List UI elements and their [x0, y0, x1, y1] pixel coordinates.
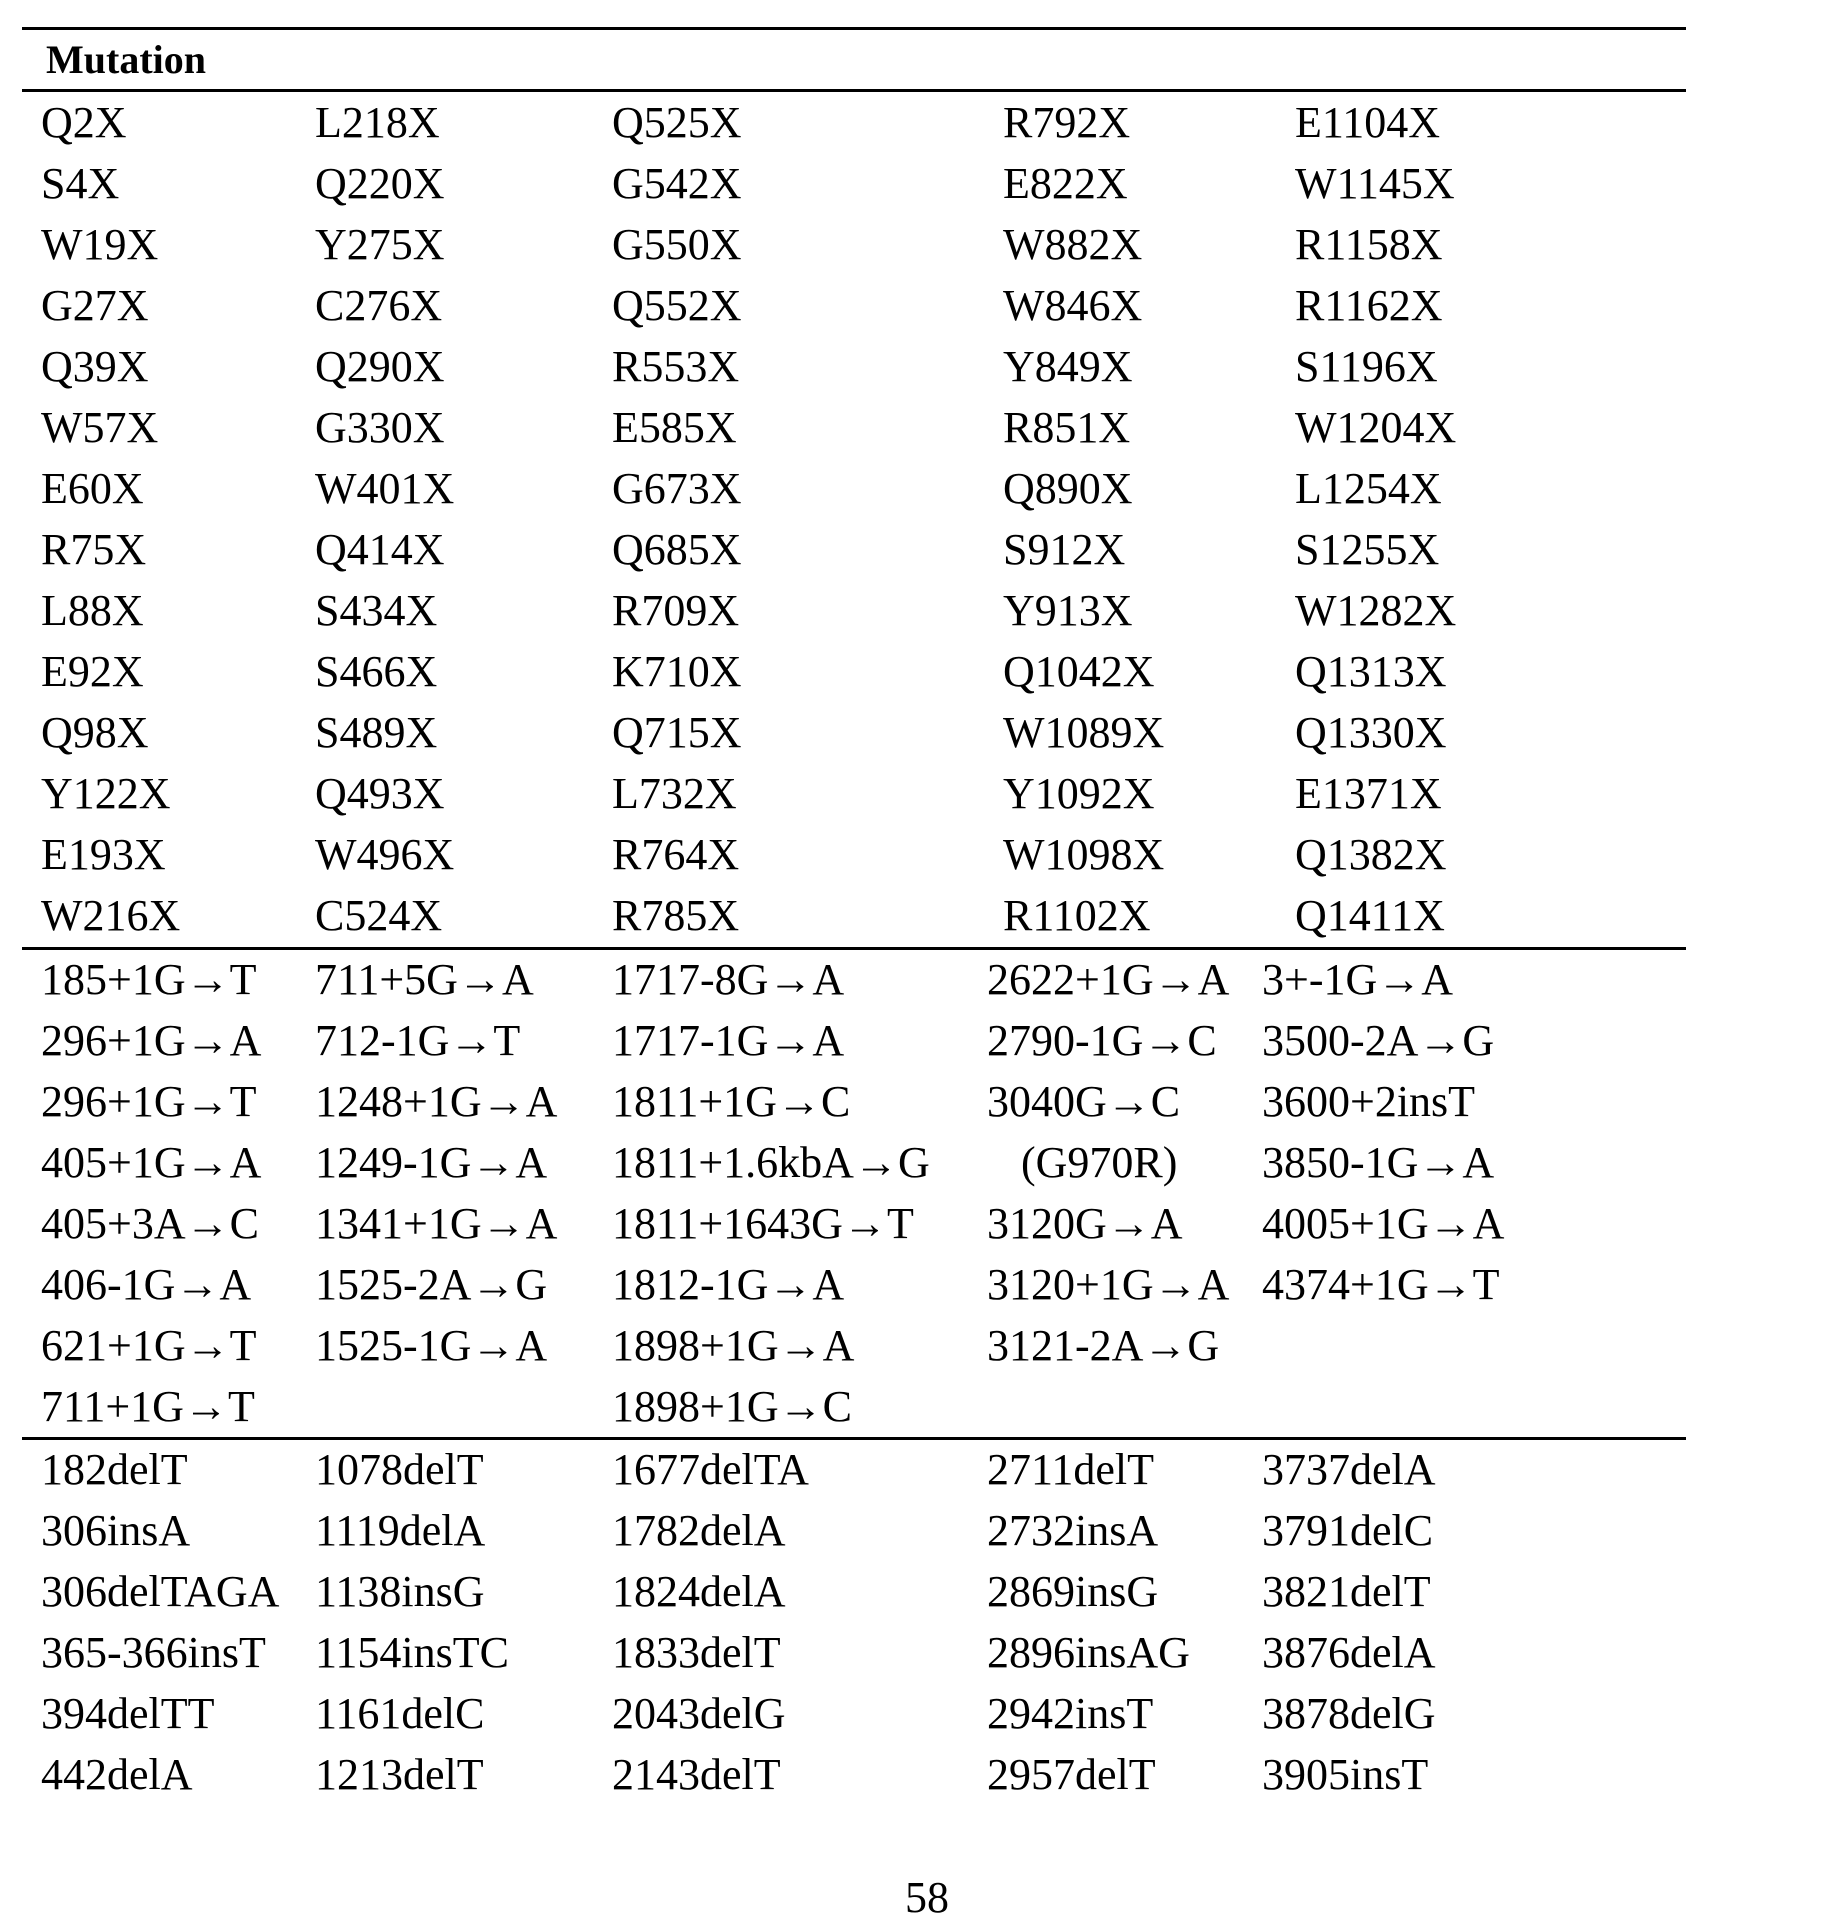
- mutation-cell: Q715X: [612, 707, 742, 759]
- table-top-rule: [22, 27, 1686, 30]
- mutation-cell: S434X: [315, 585, 437, 637]
- mutation-cell: 3120+1G→A: [987, 1259, 1229, 1311]
- mutation-cell: E60X: [41, 463, 144, 515]
- mutation-cell: K710X: [612, 646, 742, 698]
- mutation-cell: S489X: [315, 707, 437, 759]
- mutation-cell: W57X: [41, 402, 158, 454]
- mutation-cell: S1255X: [1295, 524, 1439, 576]
- mutation-cell: 4374+1G→T: [1262, 1259, 1499, 1311]
- mutation-cell: 3600+2insT: [1262, 1076, 1475, 1128]
- mutation-cell: W19X: [41, 219, 158, 271]
- mutation-cell: E92X: [41, 646, 144, 698]
- mutation-cell: 296+1G→T: [41, 1076, 256, 1128]
- mutation-cell: R785X: [612, 890, 739, 942]
- mutation-cell: Q1313X: [1295, 646, 1447, 698]
- mutation-cell: 1341+1G→A: [315, 1198, 557, 1250]
- mutation-cell: G330X: [315, 402, 445, 454]
- mutation-cell: 3850-1G→A: [1262, 1137, 1494, 1189]
- mutation-cell: E1371X: [1295, 768, 1442, 820]
- mutation-cell: Q685X: [612, 524, 742, 576]
- mutation-cell: 3878delG: [1262, 1688, 1436, 1740]
- mutation-cell: Y275X: [315, 219, 445, 271]
- mutation-cell: G542X: [612, 158, 742, 210]
- mutation-cell: 296+1G→A: [41, 1015, 261, 1067]
- mutation-cell: 2732insA: [987, 1505, 1158, 1557]
- section-divider-2: [22, 1437, 1686, 1440]
- mutation-cell: 3905insT: [1262, 1749, 1428, 1801]
- mutation-cell: Q1042X: [1003, 646, 1155, 698]
- mutation-cell: 711+5G→A: [315, 954, 534, 1006]
- mutation-cell: 1213delT: [315, 1749, 484, 1801]
- mutation-cell: E1104X: [1295, 97, 1440, 149]
- mutation-cell: 442delA: [41, 1749, 193, 1801]
- mutation-cell: Q1411X: [1295, 890, 1445, 942]
- mutation-cell: L218X: [315, 97, 440, 149]
- mutation-cell: Q2X: [41, 97, 127, 149]
- mutation-cell: 3791delC: [1262, 1505, 1433, 1557]
- mutation-cell: Q493X: [315, 768, 445, 820]
- mutation-cell: 1154insTC: [315, 1627, 509, 1679]
- mutation-cell: 2869insG: [987, 1566, 1158, 1618]
- mutation-cell: C276X: [315, 280, 442, 332]
- mutation-cell: 3120G→A: [987, 1198, 1183, 1250]
- mutation-cell: Q552X: [612, 280, 742, 332]
- mutation-cell: 2942insT: [987, 1688, 1153, 1740]
- mutation-cell: 1677delTA: [612, 1444, 809, 1496]
- mutation-cell: 1811+1G→C: [612, 1076, 850, 1128]
- mutation-cell: 306insA: [41, 1505, 190, 1557]
- mutation-cell: 2896insAG: [987, 1627, 1190, 1679]
- mutation-cell: 1249-1G→A: [315, 1137, 547, 1189]
- mutation-cell: R851X: [1003, 402, 1130, 454]
- mutation-cell: R553X: [612, 341, 739, 393]
- mutation-cell: 1078delT: [315, 1444, 484, 1496]
- mutation-cell: 365-366insT: [41, 1627, 266, 1679]
- mutation-cell: 2143delT: [612, 1749, 781, 1801]
- mutation-cell: G550X: [612, 219, 742, 271]
- mutation-cell: 406-1G→A: [41, 1259, 251, 1311]
- mutation-cell: W1204X: [1295, 402, 1456, 454]
- mutation-cell: 2043delG: [612, 1688, 786, 1740]
- mutation-cell: W1089X: [1003, 707, 1164, 759]
- mutation-cell: 3500-2A→G: [1262, 1015, 1494, 1067]
- mutation-cell: 3821delT: [1262, 1566, 1431, 1618]
- mutation-cell: (G970R): [1021, 1137, 1177, 1189]
- mutation-cell: 1138insG: [315, 1566, 485, 1618]
- mutation-cell: W1282X: [1295, 585, 1456, 637]
- mutation-cell: G673X: [612, 463, 742, 515]
- mutation-cell: S466X: [315, 646, 437, 698]
- mutation-cell: Q98X: [41, 707, 149, 759]
- mutation-cell: 1248+1G→A: [315, 1076, 557, 1128]
- mutation-cell: L88X: [41, 585, 144, 637]
- mutation-cell: Q220X: [315, 158, 445, 210]
- page-number: 58: [905, 1872, 949, 1924]
- mutation-cell: Q414X: [315, 524, 445, 576]
- mutation-cell: W401X: [315, 463, 454, 515]
- mutation-cell: 2622+1G→A: [987, 954, 1229, 1006]
- mutation-cell: 2790-1G→C: [987, 1015, 1217, 1067]
- mutation-cell: E822X: [1003, 158, 1128, 210]
- mutation-cell: W1098X: [1003, 829, 1164, 881]
- mutation-cell: 4005+1G→A: [1262, 1198, 1504, 1250]
- mutation-cell: 1525-2A→G: [315, 1259, 547, 1311]
- mutation-cell: L1254X: [1295, 463, 1442, 515]
- mutation-cell: 3737delA: [1262, 1444, 1436, 1496]
- mutation-cell: E193X: [41, 829, 166, 881]
- mutation-cell: W496X: [315, 829, 454, 881]
- mutation-cell: 1898+1G→A: [612, 1320, 854, 1372]
- mutation-cell: Y913X: [1003, 585, 1133, 637]
- mutation-cell: Q1330X: [1295, 707, 1447, 759]
- mutation-cell: W846X: [1003, 280, 1142, 332]
- mutation-cell: 1811+1.6kbA→G: [612, 1137, 930, 1189]
- mutation-cell: C524X: [315, 890, 442, 942]
- mutation-cell: 2957delT: [987, 1749, 1156, 1801]
- mutation-cell: 1717-8G→A: [612, 954, 844, 1006]
- mutation-cell: 1717-1G→A: [612, 1015, 844, 1067]
- mutation-cell: R1162X: [1295, 280, 1443, 332]
- mutation-cell: 1525-1G→A: [315, 1320, 547, 1372]
- header-rule: [22, 89, 1686, 92]
- mutation-cell: 1898+1G→C: [612, 1381, 852, 1433]
- mutation-cell: S912X: [1003, 524, 1125, 576]
- mutation-cell: W882X: [1003, 219, 1142, 271]
- mutation-cell: 3121-2A→G: [987, 1320, 1219, 1372]
- mutation-cell: 306delTAGA: [41, 1566, 279, 1618]
- mutation-cell: G27X: [41, 280, 149, 332]
- mutation-cell: L732X: [612, 768, 737, 820]
- mutation-cell: R1158X: [1295, 219, 1443, 271]
- mutation-cell: R75X: [41, 524, 146, 576]
- mutation-cell: 405+3A→C: [41, 1198, 259, 1250]
- mutation-cell: 1824delA: [612, 1566, 786, 1618]
- mutation-cell: Y849X: [1003, 341, 1133, 393]
- mutation-cell: R709X: [612, 585, 739, 637]
- mutation-cell: R764X: [612, 829, 739, 881]
- mutation-cell: Q525X: [612, 97, 742, 149]
- mutation-cell: 1812-1G→A: [612, 1259, 844, 1311]
- mutation-cell: 1811+1643G→T: [612, 1198, 914, 1250]
- mutation-cell: 621+1G→T: [41, 1320, 256, 1372]
- mutation-cell: W1145X: [1295, 158, 1455, 210]
- mutation-cell: 1119delA: [315, 1505, 485, 1557]
- column-header-mutation: Mutation: [46, 36, 206, 84]
- mutation-cell: 185+1G→T: [41, 954, 256, 1006]
- mutation-cell: 711+1G→T: [41, 1381, 255, 1433]
- mutation-cell: 3+-1G→A: [1262, 954, 1453, 1006]
- mutation-cell: E585X: [612, 402, 737, 454]
- mutation-cell: 3876delA: [1262, 1627, 1436, 1679]
- mutation-cell: 2711delT: [987, 1444, 1154, 1496]
- mutation-cell: R792X: [1003, 97, 1130, 149]
- mutation-cell: Q1382X: [1295, 829, 1447, 881]
- mutation-cell: S1196X: [1295, 341, 1438, 393]
- mutation-cell: 394delTT: [41, 1688, 215, 1740]
- mutation-cell: 3040G→C: [987, 1076, 1180, 1128]
- mutation-cell: 405+1G→A: [41, 1137, 261, 1189]
- section-divider-1: [22, 947, 1686, 950]
- mutation-cell: Y1092X: [1003, 768, 1155, 820]
- mutation-cell: S4X: [41, 158, 119, 210]
- mutation-cell: W216X: [41, 890, 180, 942]
- mutation-cell: 1161delC: [315, 1688, 484, 1740]
- mutation-cell: 182delT: [41, 1444, 188, 1496]
- mutation-cell: Q290X: [315, 341, 445, 393]
- mutation-cell: 1782delA: [612, 1505, 786, 1557]
- mutation-cell: Q39X: [41, 341, 149, 393]
- mutation-cell: Q890X: [1003, 463, 1133, 515]
- mutation-cell: 712-1G→T: [315, 1015, 520, 1067]
- mutation-cell: R1102X: [1003, 890, 1151, 942]
- mutation-cell: 1833delT: [612, 1627, 781, 1679]
- mutation-cell: Y122X: [41, 768, 171, 820]
